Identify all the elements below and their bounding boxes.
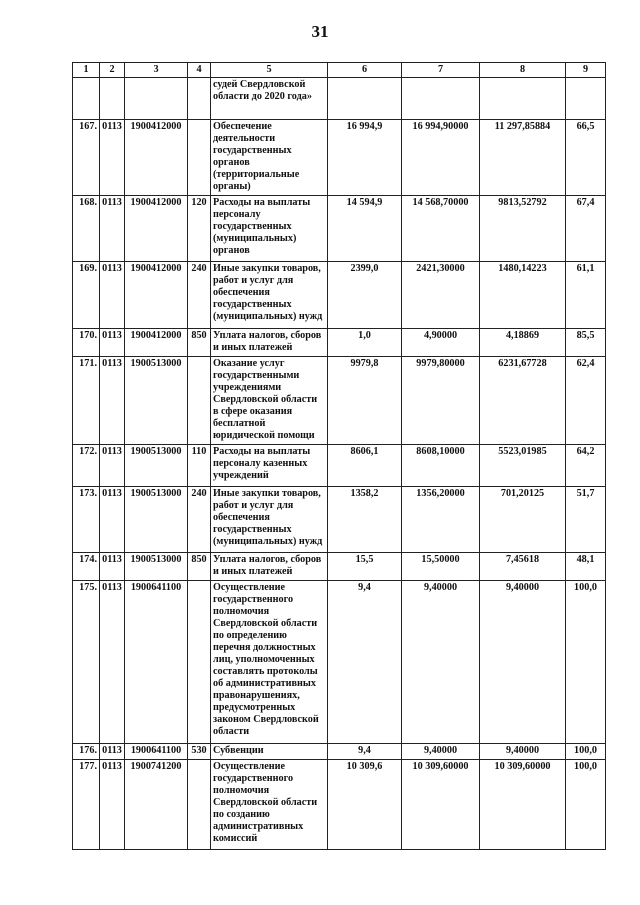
item-name: Субвенции xyxy=(211,744,328,760)
approved-amount: 2399,0 xyxy=(328,262,402,329)
budget-table xyxy=(72,62,606,850)
execution-percent: 62,4 xyxy=(566,357,606,445)
row-number: 175. xyxy=(73,581,100,744)
item-name: Расходы на выплаты персоналу государственных (муниципальных) органов xyxy=(211,196,328,262)
expense-type-code xyxy=(188,120,211,196)
section-code xyxy=(100,78,125,120)
refined-amount xyxy=(402,78,480,120)
execution-percent: 51,7 xyxy=(566,487,606,553)
section-code: 0113 xyxy=(100,357,125,445)
table-row xyxy=(73,553,606,581)
header-cell: 2 xyxy=(100,63,125,78)
row-number: 177. xyxy=(73,760,100,850)
item-name: Обеспечение деятельности государственных органов (территориальные органы) xyxy=(211,120,328,196)
table-row xyxy=(73,581,606,744)
item-name: Осуществление государственного полномочия Свердловской области по созданию административных комиссий xyxy=(211,760,328,850)
table-row xyxy=(73,760,606,850)
table-row xyxy=(73,120,606,196)
row-number: 174. xyxy=(73,553,100,581)
execution-percent: 64,2 xyxy=(566,445,606,487)
expense-type-code: 110 xyxy=(188,445,211,487)
item-name: Уплата налогов, сборов и иных платежей xyxy=(211,553,328,581)
refined-amount: 10 309,60000 xyxy=(402,760,480,850)
target-article-code: 1900412000 xyxy=(125,120,188,196)
refined-amount: 9,40000 xyxy=(402,581,480,744)
execution-percent: 100,0 xyxy=(566,744,606,760)
expense-type-code xyxy=(188,760,211,850)
approved-amount xyxy=(328,78,402,120)
target-article-code: 1900741200 xyxy=(125,760,188,850)
target-article-code xyxy=(125,78,188,120)
executed-amount: 11 297,85884 xyxy=(480,120,566,196)
expense-type-code: 240 xyxy=(188,262,211,329)
execution-percent: 48,1 xyxy=(566,553,606,581)
page-number: 31 xyxy=(311,22,329,41)
execution-percent: 85,5 xyxy=(566,329,606,357)
executed-amount xyxy=(480,78,566,120)
section-code: 0113 xyxy=(100,553,125,581)
approved-amount: 10 309,6 xyxy=(328,760,402,850)
table-row xyxy=(73,357,606,445)
approved-amount: 1358,2 xyxy=(328,487,402,553)
table-row xyxy=(73,78,606,120)
row-number xyxy=(73,78,100,120)
refined-amount: 15,50000 xyxy=(402,553,480,581)
executed-amount: 9,40000 xyxy=(480,744,566,760)
table-row xyxy=(73,487,606,553)
executed-amount: 1480,14223 xyxy=(480,262,566,329)
item-name: Иные закупки товаров, работ и услуг для обеспечения государственных (муниципальных) нужд xyxy=(211,487,328,553)
expense-type-code xyxy=(188,78,211,120)
expense-type-code xyxy=(188,357,211,445)
approved-amount: 8606,1 xyxy=(328,445,402,487)
section-code: 0113 xyxy=(100,760,125,850)
section-code: 0113 xyxy=(100,487,125,553)
expense-type-code: 850 xyxy=(188,329,211,357)
expense-type-code: 120 xyxy=(188,196,211,262)
executed-amount: 7,45618 xyxy=(480,553,566,581)
refined-amount: 16 994,90000 xyxy=(402,120,480,196)
target-article-code: 1900412000 xyxy=(125,329,188,357)
section-code: 0113 xyxy=(100,581,125,744)
item-name: Уплата налогов, сборов и иных платежей xyxy=(211,329,328,357)
refined-amount: 9,40000 xyxy=(402,744,480,760)
executed-amount: 5523,01985 xyxy=(480,445,566,487)
row-number: 172. xyxy=(73,445,100,487)
header-cell: 3 xyxy=(125,63,188,78)
row-number: 168. xyxy=(73,196,100,262)
expense-type-code: 240 xyxy=(188,487,211,553)
section-code: 0113 xyxy=(100,196,125,262)
header-cell: 1 xyxy=(73,63,100,78)
header-cell: 9 xyxy=(566,63,606,78)
expense-type-code: 530 xyxy=(188,744,211,760)
target-article-code: 1900641100 xyxy=(125,581,188,744)
approved-amount: 14 594,9 xyxy=(328,196,402,262)
section-code: 0113 xyxy=(100,262,125,329)
execution-percent: 100,0 xyxy=(566,760,606,850)
section-code: 0113 xyxy=(100,445,125,487)
target-article-code: 1900412000 xyxy=(125,262,188,329)
row-number: 171. xyxy=(73,357,100,445)
execution-percent: 61,1 xyxy=(566,262,606,329)
approved-amount: 9,4 xyxy=(328,744,402,760)
row-number: 170. xyxy=(73,329,100,357)
approved-amount: 16 994,9 xyxy=(328,120,402,196)
approved-amount: 9979,8 xyxy=(328,357,402,445)
execution-percent: 100,0 xyxy=(566,581,606,744)
refined-amount: 2421,30000 xyxy=(402,262,480,329)
item-name: Иные закупки товаров, работ и услуг для обеспечения государственных (муниципальных) нужд xyxy=(211,262,328,329)
target-article-code: 1900513000 xyxy=(125,357,188,445)
item-name: Оказание услуг государственными учреждениями Свердловской области в сфере оказания бесплатной юридической помощи xyxy=(211,357,328,445)
header-cell: 6 xyxy=(328,63,402,78)
item-name: Расходы на выплаты персоналу казенных учреждений xyxy=(211,445,328,487)
expense-type-code: 850 xyxy=(188,553,211,581)
expense-type-code xyxy=(188,581,211,744)
header-cell: 4 xyxy=(188,63,211,78)
header-cell: 7 xyxy=(402,63,480,78)
refined-amount: 4,90000 xyxy=(402,329,480,357)
row-number: 167. xyxy=(73,120,100,196)
target-article-code: 1900412000 xyxy=(125,196,188,262)
row-number: 176. xyxy=(73,744,100,760)
refined-amount: 8608,10000 xyxy=(402,445,480,487)
header-row xyxy=(73,63,606,78)
header-cell: 5 xyxy=(211,63,328,78)
executed-amount: 6231,67728 xyxy=(480,357,566,445)
target-article-code: 1900641100 xyxy=(125,744,188,760)
table-row xyxy=(73,262,606,329)
target-article-code: 1900513000 xyxy=(125,445,188,487)
item-name: Осуществление государственного полномочия Свердловской области по определению перечня должностных лиц, уполномоченных составлять протоколы об административных правонарушениях, предусмотренных законом Свердловской области xyxy=(211,581,328,744)
section-code: 0113 xyxy=(100,744,125,760)
execution-percent: 67,4 xyxy=(566,196,606,262)
target-article-code: 1900513000 xyxy=(125,553,188,581)
item-name: судей Свердловской области до 2020 года» xyxy=(211,78,328,120)
section-code: 0113 xyxy=(100,329,125,357)
execution-percent: 66,5 xyxy=(566,120,606,196)
table-row xyxy=(73,445,606,487)
approved-amount: 1,0 xyxy=(328,329,402,357)
target-article-code: 1900513000 xyxy=(125,487,188,553)
row-number: 173. xyxy=(73,487,100,553)
table-row xyxy=(73,196,606,262)
refined-amount: 9979,80000 xyxy=(402,357,480,445)
executed-amount: 701,20125 xyxy=(480,487,566,553)
executed-amount: 9,40000 xyxy=(480,581,566,744)
executed-amount: 9813,52792 xyxy=(480,196,566,262)
approved-amount: 9,4 xyxy=(328,581,402,744)
refined-amount: 14 568,70000 xyxy=(402,196,480,262)
header-cell: 8 xyxy=(480,63,566,78)
executed-amount: 10 309,60000 xyxy=(480,760,566,850)
executed-amount: 4,18869 xyxy=(480,329,566,357)
table-row xyxy=(73,744,606,760)
execution-percent xyxy=(566,78,606,120)
table-row xyxy=(73,329,606,357)
approved-amount: 15,5 xyxy=(328,553,402,581)
refined-amount: 1356,20000 xyxy=(402,487,480,553)
section-code: 0113 xyxy=(100,120,125,196)
row-number: 169. xyxy=(73,262,100,329)
